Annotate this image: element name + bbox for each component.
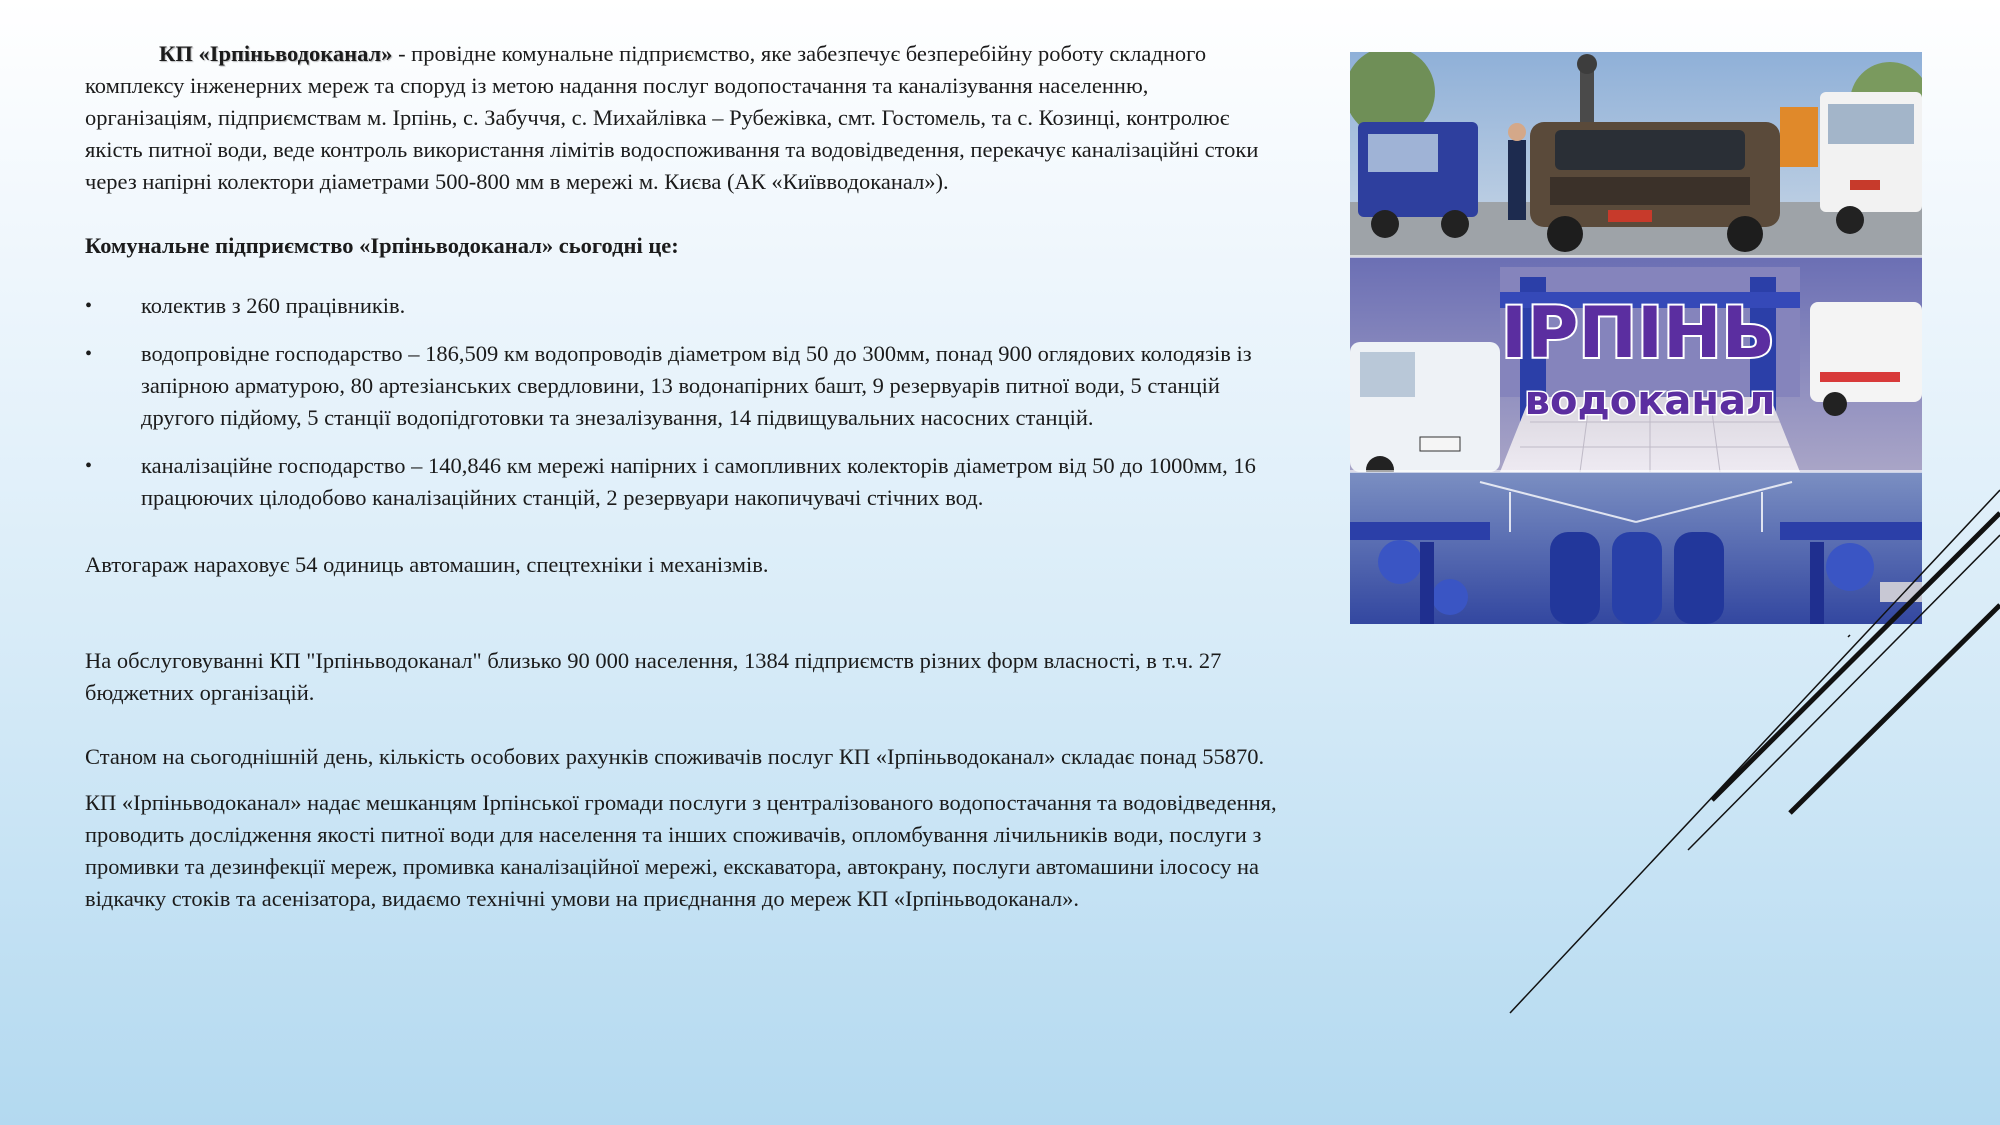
photo-subtitle: водоканал <box>1524 378 1776 424</box>
list-item-text: водопровідне господарство – 186,509 км водопроводів діаметром від 50 до 300мм, понад 900 оглядових колодязів із запірною арматурою, 80 артезіанських свердловини, 13 водонапірних башт, 9 резервуарів питної води, 5 станцій другого підйому, 5 станції водопідготовки та знезалізування, 14 підвищувальних насосних станцій. <box>141 341 1252 430</box>
list-item-text: колектив з 260 працівників. <box>141 293 406 318</box>
section-heading: Комунальне підприємство «Ірпіньводоканал» сьогодні це: <box>85 233 679 258</box>
bullet-icon: • <box>85 295 93 317</box>
bullet-icon: • <box>85 343 93 365</box>
accounts-paragraph: Станом на сьогоднішній день, кількість особових рахунків споживачів послуг КП «Ірпіньводоканал» складає понад 55870. <box>85 744 1265 769</box>
photo-title: ІРПІНЬ <box>1501 292 1775 374</box>
bullet-icon: • <box>85 455 93 477</box>
services-paragraph: КП «Ірпіньводоканал» надає мешканцям Ірпінської громади послуги з централізованого водопостачання та водовідведення, проводить дослідження якості питної води для населення та інших споживачів, опломбування лічильників води, послуги з промивки та дезинфекції мереж, промивка каналізаційної мережі, екскаватора, автокрану, послуги автомашини ілососу на відкачку стоків та асенізатора, видаємо технічні умови на приєднання до мереж КП «Ірпіньводоканал». <box>85 790 1277 911</box>
company-name: КП «Ірпіньводоканал» <box>159 41 393 66</box>
intro-text: - провідне комунальне підприємство, яке забезпечує безперебійну роботу складного комплексу інженерних мереж та споруд із метою надання послуг водопостачання та каналізування населенню, організаціям, підприємствам м. Ірпінь, с. Забуччя, с. Михайлівка – Рубежівка, смт. Гостомель, та с. Козинці, контролює якість питної води, веде контроль використання лімітів водоспоживання та водовідведення, перекачує каналізаційні стоки через напірні колектори діаметрами 500-800 мм в мережі м. Києва (АК «Київводоканал»). <box>85 41 1259 194</box>
garage-paragraph: Автогараж нараховує 54 одиниць автомашин, спецтехніки і механізмів. <box>85 552 769 577</box>
service-population-paragraph: На обслуговуванні КП "Ірпіньводоканал" близько 90 000 населення, 1384 підприємств різних форм власності, в т.ч. 27 бюджетних організацій. <box>85 648 1222 705</box>
list-item-text: каналізаційне господарство – 140,846 км мережі напірних і самопливних колекторів діаметром від 50 до 1000мм, 16 працюючих цілодобово каналізаційних станцій, 2 резервуари накопичувачі стічних вод. <box>141 453 1256 510</box>
